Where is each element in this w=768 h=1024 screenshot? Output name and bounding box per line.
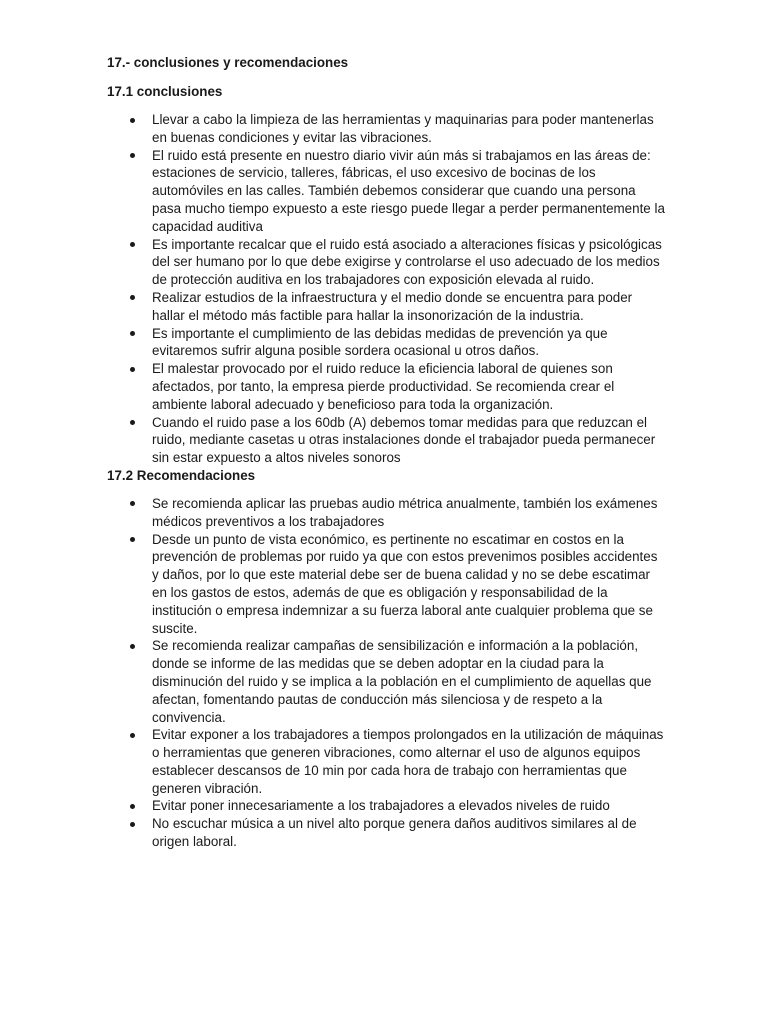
list-item: Evitar poner innecesariamente a los trabajadores a elevados niveles de ruido [107, 797, 667, 815]
list-item: Realizar estudios de la infraestructura y el medio donde se encuentra para poder hallar el método más factible para hallar la insonorización de la industria. [107, 289, 667, 325]
document-content [107, 54, 667, 851]
section-heading-conclusiones: 17.1 conclusiones [107, 84, 223, 99]
list-item: Es importante recalcar que el ruido está asociado a alteraciones físicas y psicológicas del ser humano por lo que debe exigirse y controlarse el uso adecuado de los medios de protección auditiva en los trabajadores con exposición elevada al ruido. [107, 236, 667, 289]
list-item: Se recomienda realizar campañas de sensibilización e información a la población, donde se informe de las medidas que se deben adoptar en la ciudad para la disminución del ruido y se implica a la población en el cumplimiento de aquellas que afectan, fomentando pautas de conducción más silenciosa y de respeto a la convivencia. [107, 637, 667, 726]
document-title: 17.- conclusiones y recomendaciones [107, 55, 349, 70]
list-item: Llevar a cabo la limpieza de las herramientas y maquinarias para poder mantenerlas en buenas condiciones y evitar las vibraciones. [107, 111, 667, 147]
list-item: Desde un punto de vista económico, es pertinente no escatimar en costos en la prevención de problemas por ruido ya que con estos prevenimos posibles accidentes y daños, por lo que este material debe ser de buena calidad y no se debe escatimar en los gastos de estos, además de que es obligación y responsabilidad de la institución o empresa indemnizar a su fuerza laboral ante cualquier problema que se suscite. [107, 531, 667, 638]
section-heading-recomendaciones: 17.2 Recomendaciones [107, 467, 256, 483]
list-item: Evitar exponer a los trabajadores a tiempos prolongados en la utilización de máquinas o herramientas que generen vibraciones, como alternar el uso de algunos equipos establecer descansos de 10 min por cada hora de trabajo con herramientas que generen vibración. [107, 726, 667, 797]
list-item: Cuando el ruido pase a los 60db (A) debemos tomar medidas para que reduzcan el ruido, mediante casetas u otras instalaciones donde el trabajador pueda permanecer sin estar expuesto a altos niveles sonoros [107, 414, 667, 467]
list-item: Se recomienda aplicar las pruebas audio métrica anualmente, también los exámenes médicos preventivos a los trabajadores [107, 495, 667, 531]
list-item: El ruido está presente en nuestro diario vivir aún más si trabajamos en las áreas de: estaciones de servicio, talleres, fábricas, el uso excesivo de bocinas de los automóviles en las calles. También debemos considerar que cuando una persona pasa mucho tiempo expuesto a este riesgo puede llegar a perder permanentemente la capacidad auditiva [107, 147, 667, 236]
list-item: Es importante el cumplimiento de las debidas medidas de prevención ya que evitaremos sufrir alguna posible sordera ocasional u otros daños. [107, 325, 667, 361]
list-item: El malestar provocado por el ruido reduce la eficiencia laboral de quienes son afectados, por tanto, la empresa pierde productividad. Se recomienda crear el ambiente laboral adecuado y beneficioso para toda la organización. [107, 360, 667, 413]
list-item: No escuchar música a un nivel alto porque genera daños auditivos similares al de origen laboral. [107, 815, 667, 851]
recomendaciones-list [107, 495, 667, 851]
conclusiones-list [107, 111, 667, 467]
